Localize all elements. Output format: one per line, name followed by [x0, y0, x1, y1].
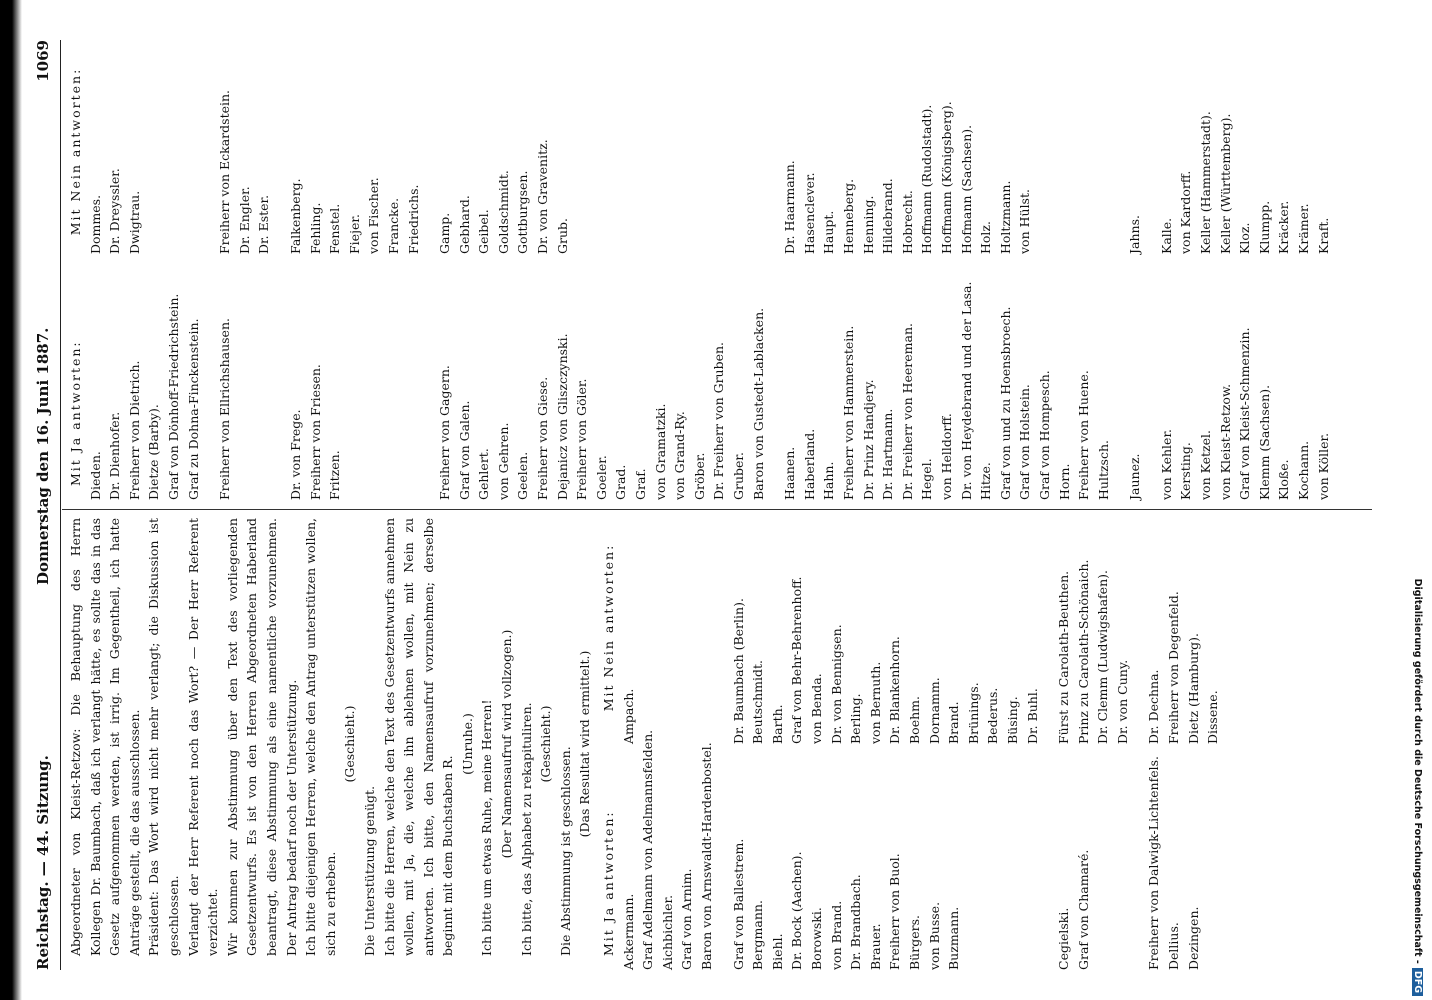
member-name: Dr. von Heydebrand und der Lasa. [958, 281, 974, 500]
member-name: Bergmann. [750, 900, 766, 970]
member-name: Dr. von Cuny. [1114, 659, 1130, 744]
member-name: von Benda. [808, 673, 824, 744]
member-name: von Grand-Ry. [672, 411, 688, 500]
member-name: Goldschmidt. [495, 170, 511, 254]
member-name: Fehling. [307, 202, 323, 254]
member-name: Baron von Gustedt-Lablacken. [750, 307, 766, 500]
member-name [729, 40, 749, 254]
ja-header: Mit Ja antworten: [68, 340, 83, 486]
group-gap [1042, 744, 1054, 970]
column-divider [62, 509, 1372, 510]
page-number: 1069 [34, 40, 52, 82]
vote-lists [86, 40, 1346, 500]
nein-list [619, 518, 1235, 744]
member-name: Freiherr von Hammerstein. [840, 325, 856, 500]
member-name: Dr. Buhl. [1024, 688, 1040, 744]
member-name: Dezingen. [1185, 906, 1201, 970]
member-name: Keller (Hammerstadt). [1198, 111, 1214, 254]
member-name [144, 40, 164, 254]
member-name [1074, 40, 1094, 254]
member-name: Borowski. [808, 907, 824, 970]
member-name: Keller (Württemberg). [1217, 113, 1233, 254]
group-gap [768, 40, 780, 254]
paragraph: Die Abstimmung ist geschlossen. [557, 746, 573, 956]
member-name: Gehlert. [476, 448, 492, 500]
member-name [749, 40, 769, 254]
member-name: Dommes. [87, 194, 103, 254]
member-name [1003, 744, 1023, 970]
member-name [709, 40, 729, 254]
member-name: Graf von Behr-Behrenhoff. [789, 576, 805, 744]
member-name: von Busse. [926, 901, 942, 970]
member-name [592, 40, 612, 254]
member-name: von Helldorff. [938, 413, 954, 500]
member-name: Freiherr von Göler. [574, 378, 590, 500]
group-gap [1042, 518, 1054, 744]
paragraph: Wir kommen zur Abstimmung über den Text des vorliegenden Gesetzentwurfs. Es ist von den Herren Abgeordneten Haberland beantragt, diese Abstimmung als eine namentliche vorzunehmen. Der Antrag bedarf noch der Unterstützung. [224, 518, 299, 956]
vote-lists [619, 518, 1235, 970]
member-name: Dr. Clemm (Ludwigshafen). [1095, 570, 1111, 744]
member-name: von Hülst. [1017, 189, 1033, 254]
member-name [638, 518, 658, 744]
member-name: Goeler. [593, 455, 609, 500]
member-name: Grub. [554, 218, 570, 254]
member-name: Dr. Engler. [236, 186, 252, 254]
member-name: von Ketzel. [1198, 430, 1214, 500]
member-name: Dr. Ester. [256, 194, 272, 254]
member-name [631, 40, 651, 254]
member-name: von Kardorff. [1178, 170, 1194, 254]
member-name: von Gehren. [495, 422, 511, 500]
member-name: Gottburgsen. [515, 170, 531, 254]
member-name: Jaunez. [1127, 453, 1143, 500]
member-name [1035, 40, 1055, 254]
member-name: Hegel. [919, 458, 935, 500]
member-name: Gamp. [437, 212, 453, 254]
member-name [345, 270, 365, 500]
member-name: Geelen. [515, 451, 531, 500]
nein-list [86, 40, 1346, 270]
member-name: Henneberg. [840, 178, 856, 254]
member-name: Freiherr von Degenfeld. [1166, 591, 1182, 744]
member-name: Bürgers. [906, 915, 922, 970]
page-header [34, 40, 56, 970]
member-name: Hofmann (Sachsen). [958, 124, 974, 254]
member-name: Grad. [613, 464, 629, 500]
group-gap [423, 40, 435, 254]
member-name: Brünings. [965, 682, 981, 744]
group-gap [717, 518, 729, 744]
member-name: Brauer. [867, 923, 883, 970]
sidebar-credit [1405, 6, 1425, 996]
member-name [1023, 744, 1043, 970]
member-name: Horn. [1056, 463, 1072, 500]
column-left [66, 518, 1235, 970]
header-date: Donnerstag den 16. Juni 1887. [34, 327, 52, 585]
member-name: Kloße. [1276, 459, 1292, 500]
member-name: von Brand. [828, 900, 844, 970]
member-name: Geibel. [476, 209, 492, 254]
paragraph: Abgeordneter von Kleist-Retzow: Die Behauptung des Herrn Kollegen Dr. Baumbach, daß ich verlangt hätte, es sollte das in das Gesetz aufgenommen werden, ist irrig. Im Gegentheil, ich hatte Anträge gestellt, die das ausschlossen. [68, 518, 142, 956]
member-name [690, 40, 710, 254]
member-name: Fürst zu Carolath-Beuthen. [1056, 570, 1072, 744]
member-name: Dr. Freiherr von Heereman. [899, 323, 915, 500]
member-name: Friedrichs. [405, 184, 421, 254]
member-name: Holz. [978, 221, 994, 254]
member-name: Dornamm. [926, 677, 942, 744]
member-name: Freiherr von Dietrich. [126, 360, 142, 500]
member-name: Freiherr von Eckardstein. [217, 89, 233, 254]
member-name: Dr. Brandbach. [848, 874, 864, 970]
member-name: Bederus. [985, 687, 1001, 744]
member-name: Dr. Blankenhorn. [887, 636, 903, 744]
group-gap [1145, 270, 1157, 500]
member-name: Buzmann. [946, 906, 962, 970]
member-name: Kochann. [1296, 440, 1312, 500]
member-name: Dissene. [1205, 690, 1221, 744]
member-name: Hildebrand. [880, 178, 896, 254]
group-gap [1113, 270, 1125, 500]
member-name [677, 518, 697, 744]
member-name: Graf von Hompesch. [1036, 370, 1052, 500]
column-right [66, 40, 1345, 500]
member-name: Graf zu Dohna-Finckenstein. [185, 318, 201, 500]
member-name: Aichbichler. [659, 894, 675, 970]
member-name: Dr. Bock (Aachen). [789, 851, 805, 970]
member-name: von Köller. [1315, 432, 1331, 500]
member-name: Francke. [385, 197, 401, 254]
member-name: Graf von Arnim. [679, 868, 695, 970]
member-name: Kraft. [1315, 217, 1331, 254]
group-gap [717, 744, 729, 970]
group-gap [203, 40, 215, 254]
header-rule [60, 40, 61, 970]
member-name [1093, 744, 1113, 970]
member-name: Kersting. [1178, 442, 1194, 500]
member-name: Kalle. [1158, 217, 1174, 254]
member-name [164, 40, 184, 254]
vote-headers [599, 518, 619, 970]
member-name [254, 270, 274, 500]
member-name: Barth. [769, 704, 785, 744]
member-name: Biehl. [769, 933, 785, 970]
member-name: Dr. von Frege. [287, 409, 303, 500]
member-name: Brand. [946, 701, 962, 744]
member-name: Dietz (Hamburg). [1185, 633, 1201, 744]
member-name: Hultzsch. [1095, 440, 1111, 500]
member-name: Dwigtrau. [126, 190, 142, 254]
member-name: Fiejer. [346, 214, 362, 254]
member-name: von Kehler. [1158, 428, 1174, 500]
member-name: Boehm. [906, 696, 922, 744]
member-name [611, 40, 631, 254]
member-name: Freiherr von Friesen. [307, 364, 323, 500]
member-name: Dietze (Barby). [146, 404, 162, 500]
member-name: Freiherr von Buol. [887, 853, 903, 970]
ja-header: Mit Ja antworten: [601, 810, 617, 956]
member-name: Dr. Haarmann. [782, 160, 798, 254]
member-name: Fenstel. [327, 203, 343, 254]
member-name: Dr. von Gravenitz. [535, 139, 551, 254]
member-name: Falkenberg. [287, 178, 303, 254]
member-name: von Fischer. [366, 177, 382, 254]
member-name [1055, 40, 1075, 254]
paragraph: Ich bitte, das Alphabet zu rekapituliren. [518, 702, 534, 956]
member-name: Graf Adelmann von Adelmannsfelden. [640, 729, 656, 970]
member-name: Klemm (Sachsen). [1256, 384, 1272, 500]
member-name: Gröber. [691, 452, 707, 500]
group-gap [1333, 270, 1345, 500]
member-name: Graf von Kleist-Schmenzin. [1237, 327, 1253, 500]
member-name: Cegielski. [1056, 907, 1072, 970]
member-name: Holtzmann. [997, 180, 1013, 254]
member-name: Kräcker. [1276, 200, 1292, 254]
member-name [404, 270, 424, 500]
member-name: Hobrecht. [899, 190, 915, 254]
member-name: Graf von Ballestrem. [730, 838, 746, 970]
stage-direction: (Unruhe.) [459, 713, 475, 775]
group-gap [1145, 40, 1157, 254]
member-name: Hoffmann (Rudolstadt). [919, 104, 935, 254]
member-name: Dr. Baumbach (Berlin). [730, 598, 746, 744]
scan-edge [0, 0, 22, 1000]
member-name: Dellius. [1166, 922, 1182, 970]
member-name: Dr. Hartmann. [880, 408, 896, 500]
member-name: Hahn. [821, 461, 837, 500]
member-name: Kloz. [1237, 222, 1253, 254]
member-name: Baron von Arnswaldt-Hardenbostel. [699, 742, 714, 970]
member-name: Klumpp. [1256, 200, 1272, 254]
member-name: Prinz zu Carolath-Schönaich. [1075, 559, 1091, 744]
member-name: Jahns. [1127, 215, 1143, 254]
stage-direction: (Geschieht.) [538, 705, 554, 783]
member-name: Hitze. [978, 462, 994, 500]
group-gap [1132, 744, 1144, 970]
paragraph: Ich bitte um etwas Ruhe, meine Herren! [479, 699, 495, 956]
member-name: Ackermann. [620, 893, 636, 970]
member-name: Beutschmidt. [750, 660, 766, 744]
member-name: Haberland. [801, 428, 817, 500]
member-name: Graf von Holstein. [1017, 384, 1033, 500]
group-gap [1132, 518, 1144, 744]
member-name: Haupt. [821, 210, 837, 254]
member-name [235, 270, 255, 500]
member-name: Büsing. [1004, 696, 1020, 744]
member-name: Dr. Dreyssler. [107, 168, 123, 254]
group-gap [1223, 744, 1235, 970]
member-name [384, 270, 404, 500]
member-name: Dieden. [87, 451, 103, 500]
stage-direction: (Der Namensaufruf wird vollzogen.) [499, 629, 515, 859]
member-name: Hoffmann (Königsberg). [938, 101, 954, 254]
stage-direction: (Das Resultat wird ermittelt.) [577, 650, 593, 838]
group-gap [203, 270, 215, 500]
member-name [658, 518, 678, 744]
group-gap [1113, 40, 1125, 254]
member-name [572, 40, 592, 254]
member-name [1113, 744, 1133, 970]
member-name: von Kleist-Retzow. [1217, 383, 1233, 500]
member-name [670, 40, 690, 254]
member-name: Dejanicz von Gliszczynski. [554, 333, 570, 500]
group-gap [1223, 518, 1235, 744]
member-name: Graf. [633, 468, 649, 500]
member-name: Graf von Chamaré. [1075, 849, 1091, 970]
group-gap [768, 270, 780, 500]
paragraph: Präsident: Das Wort wird nicht mehr verlangt; die Diskussion ist geschlossen. [146, 518, 181, 956]
member-name: von Bernuth. [867, 661, 883, 744]
group-gap [423, 270, 435, 500]
member-name: Dr. Dechna. [1146, 669, 1162, 744]
member-name: Dr. Prinz Handjery. [860, 379, 876, 500]
member-name [651, 40, 671, 254]
member-name [697, 518, 717, 744]
member-name: Graf von und zu Hoensbroech. [997, 306, 1013, 500]
nein-header: Mit Nein antworten: [601, 543, 617, 712]
member-name: Haanen. [782, 446, 798, 500]
member-name [964, 744, 984, 970]
paragraph: Die Unterstützung genügt. [361, 785, 377, 956]
group-gap [274, 270, 286, 500]
dfg-logo: DFG [1412, 968, 1423, 996]
member-name [184, 40, 204, 254]
member-name: Krämer. [1296, 203, 1312, 254]
member-name: Freiherr von Ellrichshausen. [217, 318, 233, 500]
credit-text: Digitalisierung gefördert durch die Deutsche Forschungsgemeinschaft - [1412, 578, 1423, 964]
group-gap [274, 40, 286, 254]
member-name: Freiherr von Huene. [1076, 370, 1092, 500]
member-name: Dr. Freiherr von Gruben. [711, 341, 727, 500]
vote-headers [66, 40, 86, 500]
member-name: Freiherr von Gagern. [437, 365, 453, 500]
paragraph: Verlangt der Herr Referent noch das Wort? — Der Herr Referent verzichtet. [185, 518, 221, 956]
member-name: Fritzen. [327, 450, 343, 500]
paragraph: Ich bitte die Herren, welche den Text des Gesetzentwurfs annehmen wollen, mit Ja, die, welche ihn ablehnen wollen, mit Nein zu antworten. Ich bitte, den Namensaufruf vorzunehmen; derselbe beginnt mit dem Buchstaben R. [381, 518, 456, 956]
member-name: Gruber. [731, 452, 746, 500]
ja-list [619, 729, 1235, 970]
member-name: Freiherr von Dalwigk-Lichtenfels. [1146, 755, 1162, 970]
paragraph: Ich bitte diejenigen Herren, welche den Antrag unterstützen wollen, sich zu erheben. [303, 518, 338, 956]
group-gap [1333, 40, 1345, 254]
member-name: Graf von Dönhoff-Friedrichstein. [165, 293, 181, 500]
member-name: Graf von Galen. [456, 400, 472, 500]
header-left: Reichstag. — 44. Sitzung. [34, 755, 52, 970]
member-name [1203, 744, 1223, 970]
member-name: Henning. [860, 195, 876, 254]
member-name: Hasenclever. [801, 172, 817, 254]
member-name: Gebhard. [456, 195, 472, 254]
stage-direction: (Geschieht.) [342, 705, 358, 783]
member-name: von Gramatzki. [652, 403, 668, 500]
ja-list [86, 270, 1346, 500]
member-name [1094, 40, 1114, 254]
member-name: Berling. [848, 693, 864, 744]
member-name [364, 270, 384, 500]
member-name: Freiherr von Giese. [535, 376, 551, 500]
member-name: Dr. Dienhofer. [107, 411, 123, 500]
member-name: Dr. von Bennigsen. [828, 624, 844, 744]
member-name [983, 744, 1003, 970]
member-name: Ampach. [620, 688, 636, 744]
nein-header: Mit Nein antworten: [68, 67, 83, 236]
